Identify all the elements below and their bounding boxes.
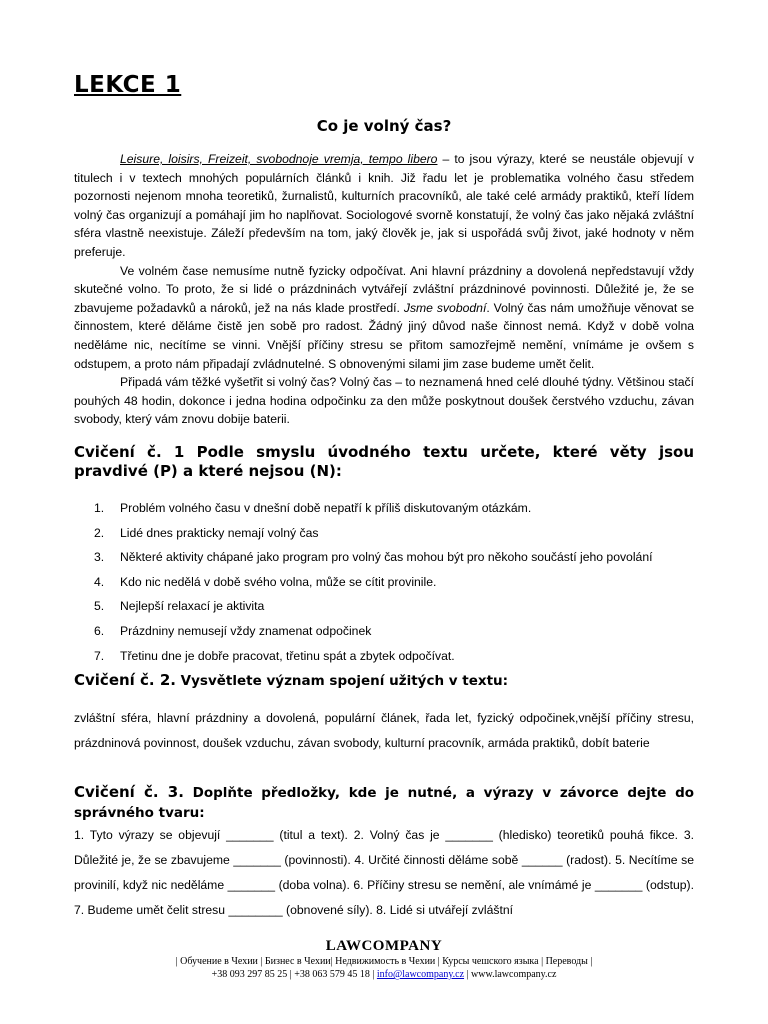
footer-phones: +38 093 297 85 25 | +38 063 579 45 18 | — [211, 969, 377, 980]
list-item-text: Některé aktivity chápané jako program pro volný čas mohou být pro někoho součástí jeho povolání — [120, 550, 653, 565]
list-item — [94, 622, 694, 647]
exercise-1-list — [94, 499, 694, 671]
intro-text: – to jsou výrazy, které se neustále objevují v titulech i v textech mnohých populárních článků i knih. Již řadu let je problematika volného času středem pozornosti nejenom mnoha teoretiků, žurnalistů, kulturních pracovníků, ale také celé armády praktiků, kteří lídem volný čas organizují a pomáhají jim ho naplňovat. Sociologové svorně konstatují, že volný čas jako nějaká zvláštní sféra vlastně neexistuje. Záleží především na tom, jaký člověk je, jak si uspořádá svůj život, jaké hodnoty v něm preferuje. — [74, 152, 694, 259]
list-item-number: 1. — [94, 501, 105, 515]
exercise-3-text: 1. Tyto výrazy se objevují _______ (titul a text). 2. Volný čas je _______ (hledisko) teoretiků pouhá fikce. 3. Důležité je, že se zbavujeme _______ (povinnosti). 4. Určité činnosti děláme sobě ______ (radost). 5. Necítíme se provinilí, když nic neděláme _______ (doba volna). 6. Příčiny stresu se nemění, ale vnímámé je _______ (odstup). 7. Budeme umět čelit stresu ________ (obnovené síly). 8. Lidé si utvářejí zvláštní — [74, 828, 694, 917]
article-title: Co je volný čas? — [316, 117, 452, 135]
intro-terms: Leisure, loisirs, Freizeit, svobodnoje vremja, tempo libero — [120, 152, 438, 166]
exercise-3-instruction: Doplňte předložky, kde je nutné, a výrazy v závorce dejte do správného tvaru: — [74, 785, 695, 821]
list-item — [94, 524, 694, 549]
exercise-2-text: zvláštní sféra, hlavní prázdniny a dovolená, populární článek, řada let, fyzický odpočinek,vnější příčiny stresu, prázdninová povinnost, doušek vzduchu, závan svobody, kulturní pracovník, armáda praktiků, dobít baterie — [74, 711, 694, 750]
list-item — [94, 597, 694, 622]
paragraph-2-emphasis: Jsme svobodní — [403, 300, 487, 315]
exercise-3-heading — [74, 783, 694, 823]
paragraph-2 — [74, 262, 694, 374]
list-item-number: 6. — [94, 623, 105, 638]
list-item-text: Třetinu dne je dobře pracovat, třetinu spát a zbytek odpočívat. — [120, 648, 455, 663]
list-item-number: 7. — [94, 648, 105, 663]
exercise-2-instruction: Vysvětlete význam spojení užitých v textu: — [175, 673, 509, 689]
paragraph-3: Připadá vám těžké vyšetřit si volný čas? Volný čas – to neznamená hned celé dlouhé týdny. Většinou stačí pouhých 48 hodin, dokonce i jedna hodina odpočinku za den může poskytnout doušek čerstvého vzduchu, závan svobody, který vám znovu dobije baterii. — [74, 375, 694, 427]
list-item-text: Problém volného času v dnešní době nepatří k příliš diskutovaným otázkám. — [120, 501, 532, 515]
list-item-text: Prázdniny nemusejí vždy znamenat odpočinek — [120, 623, 372, 638]
footer-contacts — [0, 968, 768, 981]
exercise-2-label: Cvičení č. 2. — [74, 671, 176, 689]
page-footer — [0, 938, 768, 981]
exercise-3-label: Cvičení č. 3. — [74, 783, 184, 801]
footer-services: | Обучение в Чехии | Бизнес в Чехии| Недвижимость в Чехии | Курсы чешского языка | Переводы | — [175, 956, 593, 967]
list-item-text: Kdo nic nedělá v době svého volna, může se cítit provinile. — [120, 574, 437, 589]
list-item-number: 5. — [94, 599, 105, 614]
list-item-text: Nejlepší relaxací je aktivita — [120, 599, 265, 614]
list-item-text: Lidé dnes prakticky nemají volný čas — [120, 525, 319, 540]
list-item — [94, 548, 694, 573]
paragraph-2-part2: . Volný čas nám umožňuje věnovat se činnostem, které děláme čistě jen sobě pro radost. Žádný jiný důvod naše činnost nemá. Když v době volna neděláme nic, necítíme se vinni. Vnější příčiny stresu se přitom samozřejmě nemění, vnímáme je ovšem s odstupem, a proto nám připadají zvládnutelné. S obnovenými silami jim zase budeme umět čelit. — [74, 300, 695, 371]
footer-email-link[interactable]: info@lawcompany.cz — [376, 969, 465, 980]
article-body — [74, 150, 694, 429]
lesson-title: LEKCE 1 — [74, 72, 182, 98]
list-item-number: 2. — [94, 525, 105, 540]
intro-paragraph — [74, 150, 694, 262]
list-item-number: 4. — [94, 574, 105, 589]
footer-website: | www.lawcompany.cz — [464, 969, 557, 980]
exercise-2-heading — [74, 671, 694, 691]
exercise-1-heading: Cvičení č. 1 Podle smyslu úvodného textu určete, které věty jsou pravdivé (P) a které nejsou (N): — [74, 443, 694, 480]
list-item — [94, 499, 694, 524]
paragraph-2-part1: Ve volném čase nemusíme nutně fyzicky odpočívat. Ani hlavní prázdniny a dovolená nepředstavují vždy skutečné volno. To proto, že si lidé o prázdninách vytvářejí zvláštní prázdninové povinnosti. Důležité je, že se zbavujeme požadavků a nároků, jež na nás klade prostředí. — [74, 263, 694, 315]
list-item — [94, 647, 694, 672]
footer-brand: LAWCOMPANY — [325, 938, 443, 954]
list-item-number: 3. — [94, 550, 105, 565]
list-item — [94, 573, 694, 598]
